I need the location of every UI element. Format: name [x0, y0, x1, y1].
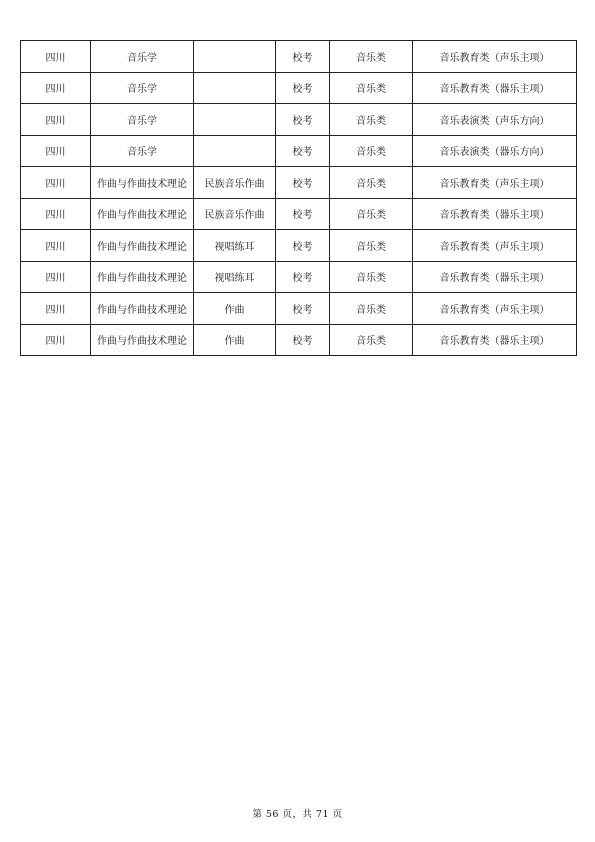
- province-cell: 四川: [21, 135, 91, 167]
- province-cell: 四川: [21, 104, 91, 136]
- direction-cell: 民族音乐作曲: [194, 198, 276, 230]
- exam-type-cell: 校考: [276, 230, 330, 262]
- major-cell: 作曲与作曲技术理论: [91, 293, 194, 325]
- table-row: [21, 198, 577, 230]
- category-cell: 音乐类: [330, 261, 413, 293]
- table-row: [21, 72, 577, 104]
- exam-type-cell: 校考: [276, 324, 330, 356]
- table-row: [21, 135, 577, 167]
- province-cell: 四川: [21, 167, 91, 199]
- table-row: [21, 293, 577, 325]
- exam-type-cell: 校考: [276, 261, 330, 293]
- category-cell: 音乐类: [330, 293, 413, 325]
- table-row: [21, 324, 577, 356]
- major-cell: 音乐学: [91, 72, 194, 104]
- exam-type-cell: 校考: [276, 198, 330, 230]
- subcategory-cell: 音乐教育类（器乐主项）: [413, 261, 577, 293]
- category-cell: 音乐类: [330, 230, 413, 262]
- major-cell: 作曲与作曲技术理论: [91, 198, 194, 230]
- major-cell: 作曲与作曲技术理论: [91, 324, 194, 356]
- direction-cell: 民族音乐作曲: [194, 167, 276, 199]
- province-cell: 四川: [21, 261, 91, 293]
- exam-type-cell: 校考: [276, 293, 330, 325]
- major-cell: 音乐学: [91, 41, 194, 73]
- major-cell: 音乐学: [91, 135, 194, 167]
- direction-cell: [194, 72, 276, 104]
- subcategory-cell: 音乐教育类（器乐主项）: [413, 324, 577, 356]
- subcategory-cell: 音乐教育类（器乐主项）: [413, 72, 577, 104]
- direction-cell: [194, 104, 276, 136]
- exam-type-cell: 校考: [276, 104, 330, 136]
- subcategory-cell: 音乐教育类（器乐主项）: [413, 198, 577, 230]
- category-cell: 音乐类: [330, 167, 413, 199]
- table-row: [21, 41, 577, 73]
- subcategory-cell: 音乐教育类（声乐主项）: [413, 167, 577, 199]
- province-cell: 四川: [21, 230, 91, 262]
- subcategory-cell: 音乐表演类（器乐方向）: [413, 135, 577, 167]
- direction-cell: 视唱练耳: [194, 230, 276, 262]
- direction-cell: 视唱练耳: [194, 261, 276, 293]
- major-cell: 作曲与作曲技术理论: [91, 167, 194, 199]
- subcategory-cell: 音乐教育类（声乐主项）: [413, 293, 577, 325]
- subcategory-cell: 音乐表演类（声乐方向）: [413, 104, 577, 136]
- subcategory-cell: 音乐教育类（声乐主项）: [413, 41, 577, 73]
- province-cell: 四川: [21, 324, 91, 356]
- page-number-footer: 第 56 页，共 71 页: [252, 809, 343, 820]
- direction-cell: [194, 41, 276, 73]
- admissions-table: [20, 40, 577, 356]
- category-cell: 音乐类: [330, 72, 413, 104]
- category-cell: 音乐类: [330, 198, 413, 230]
- major-cell: 作曲与作曲技术理论: [91, 230, 194, 262]
- direction-cell: 作曲: [194, 324, 276, 356]
- table-row: [21, 104, 577, 136]
- category-cell: 音乐类: [330, 41, 413, 73]
- table-row: [21, 230, 577, 262]
- table-row: [21, 167, 577, 199]
- direction-cell: [194, 135, 276, 167]
- table-row: [21, 261, 577, 293]
- subcategory-cell: 音乐教育类（声乐主项）: [413, 230, 577, 262]
- province-cell: 四川: [21, 198, 91, 230]
- exam-type-cell: 校考: [276, 135, 330, 167]
- major-cell: 音乐学: [91, 104, 194, 136]
- table-body: [21, 41, 577, 356]
- province-cell: 四川: [21, 41, 91, 73]
- province-cell: 四川: [21, 72, 91, 104]
- category-cell: 音乐类: [330, 135, 413, 167]
- exam-type-cell: 校考: [276, 167, 330, 199]
- category-cell: 音乐类: [330, 324, 413, 356]
- direction-cell: 作曲: [194, 293, 276, 325]
- exam-type-cell: 校考: [276, 72, 330, 104]
- category-cell: 音乐类: [330, 104, 413, 136]
- exam-type-cell: 校考: [276, 41, 330, 73]
- major-cell: 作曲与作曲技术理论: [91, 261, 194, 293]
- province-cell: 四川: [21, 293, 91, 325]
